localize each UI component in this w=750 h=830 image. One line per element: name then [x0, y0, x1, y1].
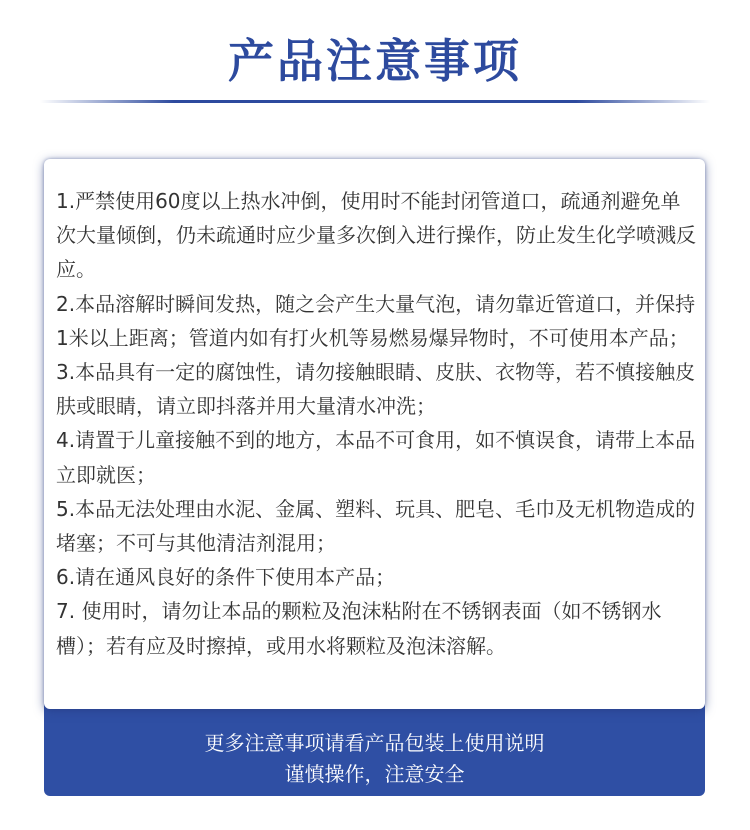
title-underline — [40, 100, 710, 103]
notes-card — [44, 159, 705, 709]
footer-line-2: 谨慎操作，注意安全 — [284, 762, 465, 786]
note-item-3: 3.本品具有一定的腐蚀性，请勿接触眼睛、皮肤、衣物等，若不慎接触皮肤或眼睛，请立即抖落并用大量清水冲洗； — [56, 360, 696, 419]
page-title: 产品注意事项 — [228, 34, 522, 88]
note-item-6: 6.请在通风良好的条件下使用本产品； — [56, 565, 396, 590]
note-item-7: 7. 使用时，请勿让本品的颗粒及泡沫粘附在不锈钢表面（如不锈钢水槽）；若有应及时擦掉，或用水将颗粒及泡沫溶解。 — [56, 599, 662, 658]
notes-list — [56, 184, 699, 663]
footer-text — [44, 728, 705, 790]
note-item-2: 2.本品溶解时瞬间发热，随之会产生大量气泡，请勿靠近管道口，并保持1米以上距离；管道内如有打火机等易燃易爆异物时，不可使用本产品； — [56, 291, 696, 350]
note-item-4: 4.请置于儿童接触不到的地方，本品不可食用，如不慎误食，请带上本品立即就医； — [56, 428, 696, 487]
note-item-1: 1.严禁使用60度以上热水冲倒，使用时不能封闭管道口，疏通剂避免单次大量倾倒，仍未疏通时应少量多次倒入进行操作，防止发生化学喷溅反应。 — [56, 189, 696, 282]
note-item-5: 5.本品无法处理由水泥、金属、塑料、玩具、肥皂、毛巾及无机物造成的堵塞；不可与其他清洁剂混用； — [56, 496, 696, 556]
footer-line-1: 更多注意事项请看产品包装上使用说明 — [204, 731, 545, 755]
